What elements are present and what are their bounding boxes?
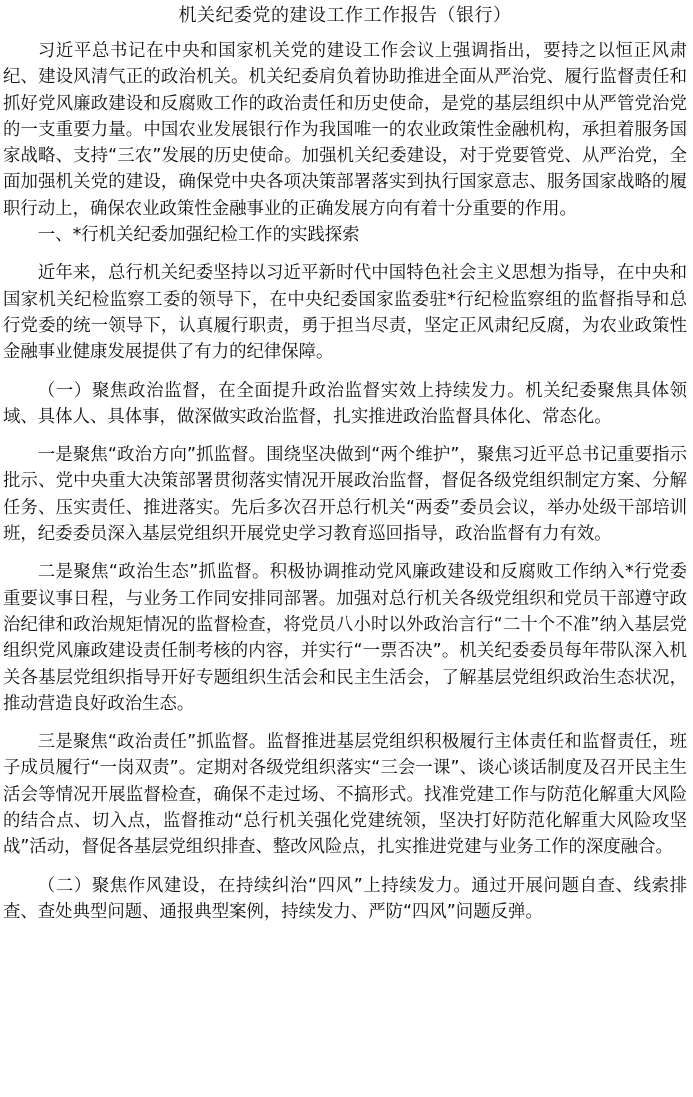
point-3-paragraph: 三是聚焦“政治责任”抓监督。监督推进基层党组织积极履行主体责任和监督责任，班子成员履行“一岗双责”。定期对各级党组织落实“三会一课”、谈心谈话制度及召开民主生活会等情况开展监督检查，确保不走过场、不搞形式。找准党建工作与防范化解重大风险的结合点、切入点，监督推动“总行机关强化党建统领，坚决打好防范化解重大风险攻坚战”活动，督促各基层党组织排查、整改风险点，扎实推进党建与业务工作的深度融合。 [3,732,687,858]
document-title: 机关纪委党的建设工作工作报告（银行） [178,5,512,26]
intro-paragraph: 习近平总书记在中央和国家机关党的建设工作会议上强调指出，要持之以恒正风肃纪、建设风清气正的政治机关。机关纪委肩负着协助推进全面从严治党、履行监督责任和抓好党风廉政建设和反腐败工作的政治责任和历史使命，是党的基层组织中从严管党治党的一支重要力量。中国农业发展银行作为我国唯一的农业政策性金融机构，承担着服务国家战略、支持“三农”发展的历史使命。加强机关纪委建设，对于党要管党、从严治党，全面加强机关党的建设，确保党中央各项决策部署落实到执行国家意志、服务国家战略的履职行动上，确保农业政策性金融事业的正确发展方向有着十分重要的作用。 [3,41,687,219]
point-2-paragraph: 二是聚焦“政治生态”抓监督。积极协调推动党风廉政建设和反腐败工作纳入*行党委重要议事日程，与业务工作同安排同部署。加强对总行机关各级党组织和党员干部遵守政治纪律和政治规矩情况的监督检查，将党员八小时以外政治言行“二十个不准”纳入基层党组织党风廉政建设责任制考核的内容，并实行“一票否决”。机关纪委委员每年带队深入机关各基层党组织指导开好专题组织生活会和民主生活会，了解基层党组织政治生态状况，推动营造良好政治生态。 [3,562,687,714]
section-1-intro-paragraph: 近年来，总行机关纪委坚持以习近平新时代中国特色社会主义思想为指导，在中央和国家机关纪检监察工委的领导下，在中央纪委国家监委驻*行纪检监察组的监督指导和总行党委的统一领导下，认真履行职责，勇于担当尽责，坚定正风肃纪反腐，为农业政策性金融事业健康发展提供了有力的纪律保障。 [3,263,687,363]
section-heading-1: 一、*行机关纪委加强纪检工作的实践探索 [37,225,360,246]
subsection-2-paragraph: （二）聚焦作风建设，在持续纠治“四风”上持续发力。通过开展问题自查、线索排查、查处典型问题、通报典型案例，持续发力、严防“四风”问题反弹。 [3,875,687,922]
point-1-paragraph: 一是聚焦“政治方向”抓监督。围绕坚决做到“两个维护”，聚焦习近平总书记重要指示批示、党中央重大决策部署贯彻落实情况开展政治监督，督促各级党组织制定方案、分解任务、压实责任、推进落实。先后多次召开总行机关“两委”委员会议，举办处级干部培训班，纪委委员深入基层党组织开展党史学习教育巡回指导，政治监督有力有效。 [3,445,687,545]
subsection-1-paragraph: （一）聚焦政治监督，在全面提升政治监督实效上持续发力。机关纪委聚焦具体领域、具体人、具体事，做深做实政治监督，扎实推进政治监督具体化、常态化。 [3,380,687,427]
